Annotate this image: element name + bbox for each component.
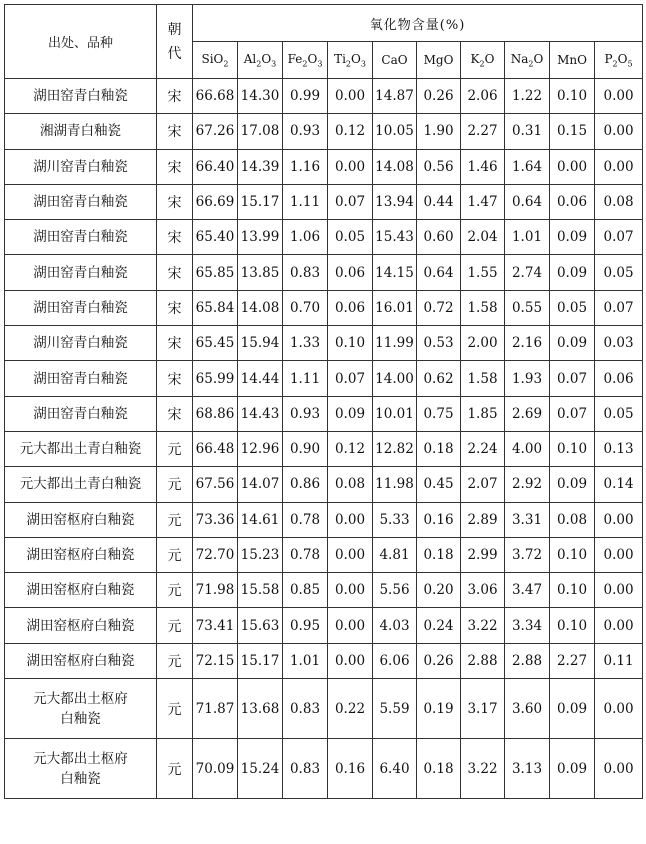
cell-value: 0.05 <box>328 220 373 255</box>
cell-value: 14.44 <box>238 361 283 396</box>
cell-value: 11.98 <box>373 467 417 502</box>
header-oxide-group: 氧化物含量(%) <box>193 5 643 42</box>
header-dynasty: 朝 代 <box>157 5 193 79</box>
header-oxide-1: $Al_2O_3$ <box>238 42 283 79</box>
cell-value: 2.27 <box>461 114 505 149</box>
cell-value: 0.14 <box>595 467 643 502</box>
cell-value: 0.07 <box>595 290 643 325</box>
table-row <box>5 739 643 799</box>
cell-value: 65.45 <box>193 326 238 361</box>
cell-value: 2.07 <box>461 467 505 502</box>
cell-value: 0.09 <box>328 396 373 431</box>
cell-value: 73.41 <box>193 608 238 643</box>
cell-value: 1.64 <box>505 149 550 184</box>
table-body <box>5 79 643 799</box>
cell-dynasty: 宋 <box>157 220 193 255</box>
cell-value: 2.74 <box>505 255 550 290</box>
table-row <box>5 643 643 678</box>
cell-dynasty: 元 <box>157 573 193 608</box>
cell-value: 2.16 <box>505 326 550 361</box>
cell-value: 0.15 <box>550 114 595 149</box>
cell-source: 湖田窑枢府白釉瓷 <box>5 573 157 608</box>
cell-source: 湖川窑青白釉瓷 <box>5 149 157 184</box>
cell-value: 0.00 <box>595 537 643 572</box>
cell-value: 0.83 <box>283 739 328 799</box>
cell-value: 0.85 <box>283 573 328 608</box>
cell-dynasty: 元 <box>157 739 193 799</box>
cell-value: 0.05 <box>595 396 643 431</box>
cell-source: 湖田窑青白釉瓷 <box>5 396 157 431</box>
cell-value: 13.68 <box>238 679 283 739</box>
cell-source: 湖田窑枢府白釉瓷 <box>5 608 157 643</box>
cell-value: 0.00 <box>595 608 643 643</box>
cell-dynasty: 宋 <box>157 361 193 396</box>
cell-value: 15.24 <box>238 739 283 799</box>
cell-source: 湖田窑青白釉瓷 <box>5 184 157 219</box>
cell-value: 3.22 <box>461 608 505 643</box>
cell-value: 0.18 <box>417 739 461 799</box>
cell-value: 0.00 <box>328 79 373 114</box>
cell-value: 2.27 <box>550 643 595 678</box>
cell-value: 14.30 <box>238 79 283 114</box>
cell-value: 0.09 <box>550 326 595 361</box>
cell-dynasty: 元 <box>157 537 193 572</box>
cell-value: 66.48 <box>193 431 238 466</box>
cell-value: 15.94 <box>238 326 283 361</box>
cell-value: 0.06 <box>595 361 643 396</box>
cell-value: 0.64 <box>505 184 550 219</box>
cell-value: 72.15 <box>193 643 238 678</box>
cell-dynasty: 宋 <box>157 290 193 325</box>
table-row <box>5 255 643 290</box>
cell-value: 0.06 <box>328 290 373 325</box>
cell-value: 3.34 <box>505 608 550 643</box>
table-row <box>5 467 643 502</box>
cell-value: 65.99 <box>193 361 238 396</box>
cell-value: 0.13 <box>595 431 643 466</box>
cell-source: 湖田窑枢府白釉瓷 <box>5 537 157 572</box>
cell-value: 0.44 <box>417 184 461 219</box>
cell-value: 14.43 <box>238 396 283 431</box>
cell-value: 1.06 <box>283 220 328 255</box>
oxide-composition-table <box>4 4 643 799</box>
header-oxide-4: CaO <box>373 42 417 79</box>
cell-value: 0.00 <box>595 502 643 537</box>
cell-value: 14.39 <box>238 149 283 184</box>
table-row <box>5 114 643 149</box>
header-oxide-3: $Ti_2O_3$ <box>328 42 373 79</box>
cell-value: 0.07 <box>328 184 373 219</box>
cell-source: 元大都出土枢府 白釉瓷 <box>5 739 157 799</box>
cell-dynasty: 元 <box>157 467 193 502</box>
cell-dynasty: 宋 <box>157 114 193 149</box>
cell-value: 0.07 <box>550 361 595 396</box>
cell-value: 0.60 <box>417 220 461 255</box>
table-row <box>5 326 643 361</box>
cell-value: 6.06 <box>373 643 417 678</box>
cell-value: 2.04 <box>461 220 505 255</box>
cell-dynasty: 元 <box>157 608 193 643</box>
cell-value: 0.70 <box>283 290 328 325</box>
cell-value: 0.00 <box>328 643 373 678</box>
table-row <box>5 79 643 114</box>
table-row <box>5 431 643 466</box>
header-oxide-0: SiO$_2$ <box>193 42 238 79</box>
table-row <box>5 361 643 396</box>
header-oxide-9: $P_2O_5$ <box>595 42 643 79</box>
table-row <box>5 149 643 184</box>
cell-value: 1.55 <box>461 255 505 290</box>
cell-value: 0.09 <box>550 679 595 739</box>
cell-value: 3.47 <box>505 573 550 608</box>
cell-value: 0.22 <box>328 679 373 739</box>
cell-value: 0.07 <box>595 220 643 255</box>
cell-dynasty: 宋 <box>157 326 193 361</box>
cell-source: 湖川窑青白釉瓷 <box>5 326 157 361</box>
cell-value: 0.10 <box>550 79 595 114</box>
cell-value: 0.06 <box>550 184 595 219</box>
header-oxide-8: MnO <box>550 42 595 79</box>
cell-value: 0.00 <box>595 79 643 114</box>
cell-value: 1.90 <box>417 114 461 149</box>
cell-value: 2.88 <box>505 643 550 678</box>
cell-value: 0.31 <box>505 114 550 149</box>
cell-value: 3.60 <box>505 679 550 739</box>
cell-value: 14.07 <box>238 467 283 502</box>
cell-value: 2.00 <box>461 326 505 361</box>
cell-value: 2.06 <box>461 79 505 114</box>
cell-value: 14.61 <box>238 502 283 537</box>
cell-value: 0.64 <box>417 255 461 290</box>
cell-value: 14.00 <box>373 361 417 396</box>
cell-value: 0.00 <box>595 739 643 799</box>
cell-value: 1.47 <box>461 184 505 219</box>
cell-value: 15.23 <box>238 537 283 572</box>
cell-dynasty: 宋 <box>157 149 193 184</box>
cell-dynasty: 元 <box>157 643 193 678</box>
cell-dynasty: 宋 <box>157 184 193 219</box>
cell-value: 0.56 <box>417 149 461 184</box>
cell-value: 4.00 <box>505 431 550 466</box>
table-row <box>5 220 643 255</box>
cell-value: 0.83 <box>283 679 328 739</box>
cell-value: 0.00 <box>595 149 643 184</box>
cell-value: 0.53 <box>417 326 461 361</box>
cell-value: 0.10 <box>328 326 373 361</box>
cell-value: 1.85 <box>461 396 505 431</box>
table-row <box>5 679 643 739</box>
cell-value: 0.78 <box>283 537 328 572</box>
cell-value: 14.08 <box>238 290 283 325</box>
cell-source: 湖田窑青白釉瓷 <box>5 255 157 290</box>
table-row <box>5 573 643 608</box>
cell-value: 15.58 <box>238 573 283 608</box>
cell-value: 3.17 <box>461 679 505 739</box>
cell-value: 65.84 <box>193 290 238 325</box>
cell-value: 0.75 <box>417 396 461 431</box>
cell-value: 1.33 <box>283 326 328 361</box>
cell-value: 3.13 <box>505 739 550 799</box>
cell-value: 70.09 <box>193 739 238 799</box>
cell-value: 0.03 <box>595 326 643 361</box>
cell-value: 0.00 <box>550 149 595 184</box>
cell-source: 元大都出土青白釉瓷 <box>5 467 157 502</box>
cell-value: 15.17 <box>238 643 283 678</box>
cell-value: 5.59 <box>373 679 417 739</box>
cell-value: 73.36 <box>193 502 238 537</box>
cell-value: 0.00 <box>595 573 643 608</box>
cell-value: 14.08 <box>373 149 417 184</box>
cell-value: 0.07 <box>550 396 595 431</box>
cell-value: 0.05 <box>595 255 643 290</box>
cell-dynasty: 宋 <box>157 396 193 431</box>
cell-value: 66.40 <box>193 149 238 184</box>
cell-value: 0.00 <box>328 537 373 572</box>
cell-value: 0.18 <box>417 537 461 572</box>
cell-value: 0.83 <box>283 255 328 290</box>
cell-value: 6.40 <box>373 739 417 799</box>
cell-value: 15.63 <box>238 608 283 643</box>
cell-value: 67.56 <box>193 467 238 502</box>
cell-value: 1.01 <box>283 643 328 678</box>
cell-value: 0.00 <box>328 502 373 537</box>
cell-value: 2.92 <box>505 467 550 502</box>
cell-source: 湖田窑青白釉瓷 <box>5 79 157 114</box>
cell-value: 0.20 <box>417 573 461 608</box>
cell-value: 0.16 <box>417 502 461 537</box>
cell-dynasty: 宋 <box>157 255 193 290</box>
cell-value: 2.88 <box>461 643 505 678</box>
cell-value: 3.31 <box>505 502 550 537</box>
cell-value: 2.69 <box>505 396 550 431</box>
cell-value: 0.99 <box>283 79 328 114</box>
cell-value: 1.46 <box>461 149 505 184</box>
cell-value: 0.12 <box>328 431 373 466</box>
cell-value: 2.24 <box>461 431 505 466</box>
cell-value: 0.08 <box>328 467 373 502</box>
cell-source: 湖田窑枢府白釉瓷 <box>5 643 157 678</box>
header-oxide-2: $Fe_2O_3$ <box>283 42 328 79</box>
cell-value: 0.07 <box>328 361 373 396</box>
cell-value: 13.99 <box>238 220 283 255</box>
cell-value: 11.99 <box>373 326 417 361</box>
cell-value: 1.11 <box>283 361 328 396</box>
cell-value: 0.26 <box>417 643 461 678</box>
cell-value: 71.87 <box>193 679 238 739</box>
cell-value: 4.03 <box>373 608 417 643</box>
cell-value: 5.33 <box>373 502 417 537</box>
cell-value: 66.68 <box>193 79 238 114</box>
cell-value: 14.15 <box>373 255 417 290</box>
table-row <box>5 608 643 643</box>
table-row <box>5 290 643 325</box>
cell-value: 1.93 <box>505 361 550 396</box>
cell-source: 湖田窑青白釉瓷 <box>5 220 157 255</box>
cell-dynasty: 元 <box>157 679 193 739</box>
cell-value: 0.10 <box>550 537 595 572</box>
cell-value: 68.86 <box>193 396 238 431</box>
cell-value: 0.09 <box>550 467 595 502</box>
cell-value: 0.93 <box>283 396 328 431</box>
cell-value: 71.98 <box>193 573 238 608</box>
cell-value: 0.09 <box>550 255 595 290</box>
cell-dynasty: 元 <box>157 431 193 466</box>
cell-value: 0.24 <box>417 608 461 643</box>
cell-value: 0.08 <box>595 184 643 219</box>
cell-value: 14.87 <box>373 79 417 114</box>
table-row <box>5 502 643 537</box>
cell-value: 0.18 <box>417 431 461 466</box>
cell-value: 13.94 <box>373 184 417 219</box>
cell-value: 65.85 <box>193 255 238 290</box>
cell-value: 0.62 <box>417 361 461 396</box>
cell-value: 0.00 <box>328 149 373 184</box>
table-header <box>5 5 643 79</box>
cell-value: 15.17 <box>238 184 283 219</box>
cell-value: 0.00 <box>328 573 373 608</box>
cell-value: 0.10 <box>550 431 595 466</box>
cell-value: 65.40 <box>193 220 238 255</box>
cell-source: 元大都出土青白釉瓷 <box>5 431 157 466</box>
table-row <box>5 396 643 431</box>
cell-value: 66.69 <box>193 184 238 219</box>
cell-value: 13.85 <box>238 255 283 290</box>
cell-value: 0.12 <box>328 114 373 149</box>
cell-value: 12.96 <box>238 431 283 466</box>
cell-value: 2.99 <box>461 537 505 572</box>
cell-value: 0.26 <box>417 79 461 114</box>
header-oxide-5: MgO <box>417 42 461 79</box>
cell-value: 0.72 <box>417 290 461 325</box>
header-oxide-7: $Na_2O$ <box>505 42 550 79</box>
cell-value: 0.00 <box>595 679 643 739</box>
cell-value: 12.82 <box>373 431 417 466</box>
cell-value: 1.11 <box>283 184 328 219</box>
cell-value: 0.16 <box>328 739 373 799</box>
cell-value: 1.58 <box>461 290 505 325</box>
cell-value: 0.10 <box>550 608 595 643</box>
cell-value: 3.22 <box>461 739 505 799</box>
cell-value: 0.00 <box>595 114 643 149</box>
cell-value: 72.70 <box>193 537 238 572</box>
cell-value: 4.81 <box>373 537 417 572</box>
cell-value: 1.22 <box>505 79 550 114</box>
cell-value: 67.26 <box>193 114 238 149</box>
cell-value: 10.05 <box>373 114 417 149</box>
table-row <box>5 184 643 219</box>
cell-value: 0.11 <box>595 643 643 678</box>
table-row <box>5 537 643 572</box>
cell-value: 0.09 <box>550 739 595 799</box>
cell-value: 0.08 <box>550 502 595 537</box>
cell-value: 0.95 <box>283 608 328 643</box>
cell-source: 湖田窑青白釉瓷 <box>5 361 157 396</box>
cell-value: 0.90 <box>283 431 328 466</box>
cell-dynasty: 元 <box>157 502 193 537</box>
cell-source: 湖田窑枢府白釉瓷 <box>5 502 157 537</box>
cell-value: 0.06 <box>328 255 373 290</box>
cell-value: 0.10 <box>550 573 595 608</box>
cell-value: 10.01 <box>373 396 417 431</box>
cell-source: 湘湖青白釉瓷 <box>5 114 157 149</box>
cell-value: 15.43 <box>373 220 417 255</box>
cell-value: 16.01 <box>373 290 417 325</box>
cell-source: 元大都出土枢府 白釉瓷 <box>5 679 157 739</box>
cell-value: 3.72 <box>505 537 550 572</box>
cell-source: 湖田窑青白釉瓷 <box>5 290 157 325</box>
cell-value: 0.05 <box>550 290 595 325</box>
cell-value: 0.09 <box>550 220 595 255</box>
header-source: 出处、品种 <box>5 5 157 79</box>
cell-dynasty: 宋 <box>157 79 193 114</box>
cell-value: 0.93 <box>283 114 328 149</box>
cell-value: 5.56 <box>373 573 417 608</box>
cell-value: 1.01 <box>505 220 550 255</box>
header-oxide-6: $K_2O$ <box>461 42 505 79</box>
cell-value: 0.45 <box>417 467 461 502</box>
cell-value: 0.78 <box>283 502 328 537</box>
cell-value: 0.86 <box>283 467 328 502</box>
cell-value: 3.06 <box>461 573 505 608</box>
cell-value: 0.55 <box>505 290 550 325</box>
cell-value: 2.89 <box>461 502 505 537</box>
cell-value: 17.08 <box>238 114 283 149</box>
cell-value: 1.16 <box>283 149 328 184</box>
cell-value: 0.00 <box>328 608 373 643</box>
cell-value: 1.58 <box>461 361 505 396</box>
cell-value: 0.19 <box>417 679 461 739</box>
